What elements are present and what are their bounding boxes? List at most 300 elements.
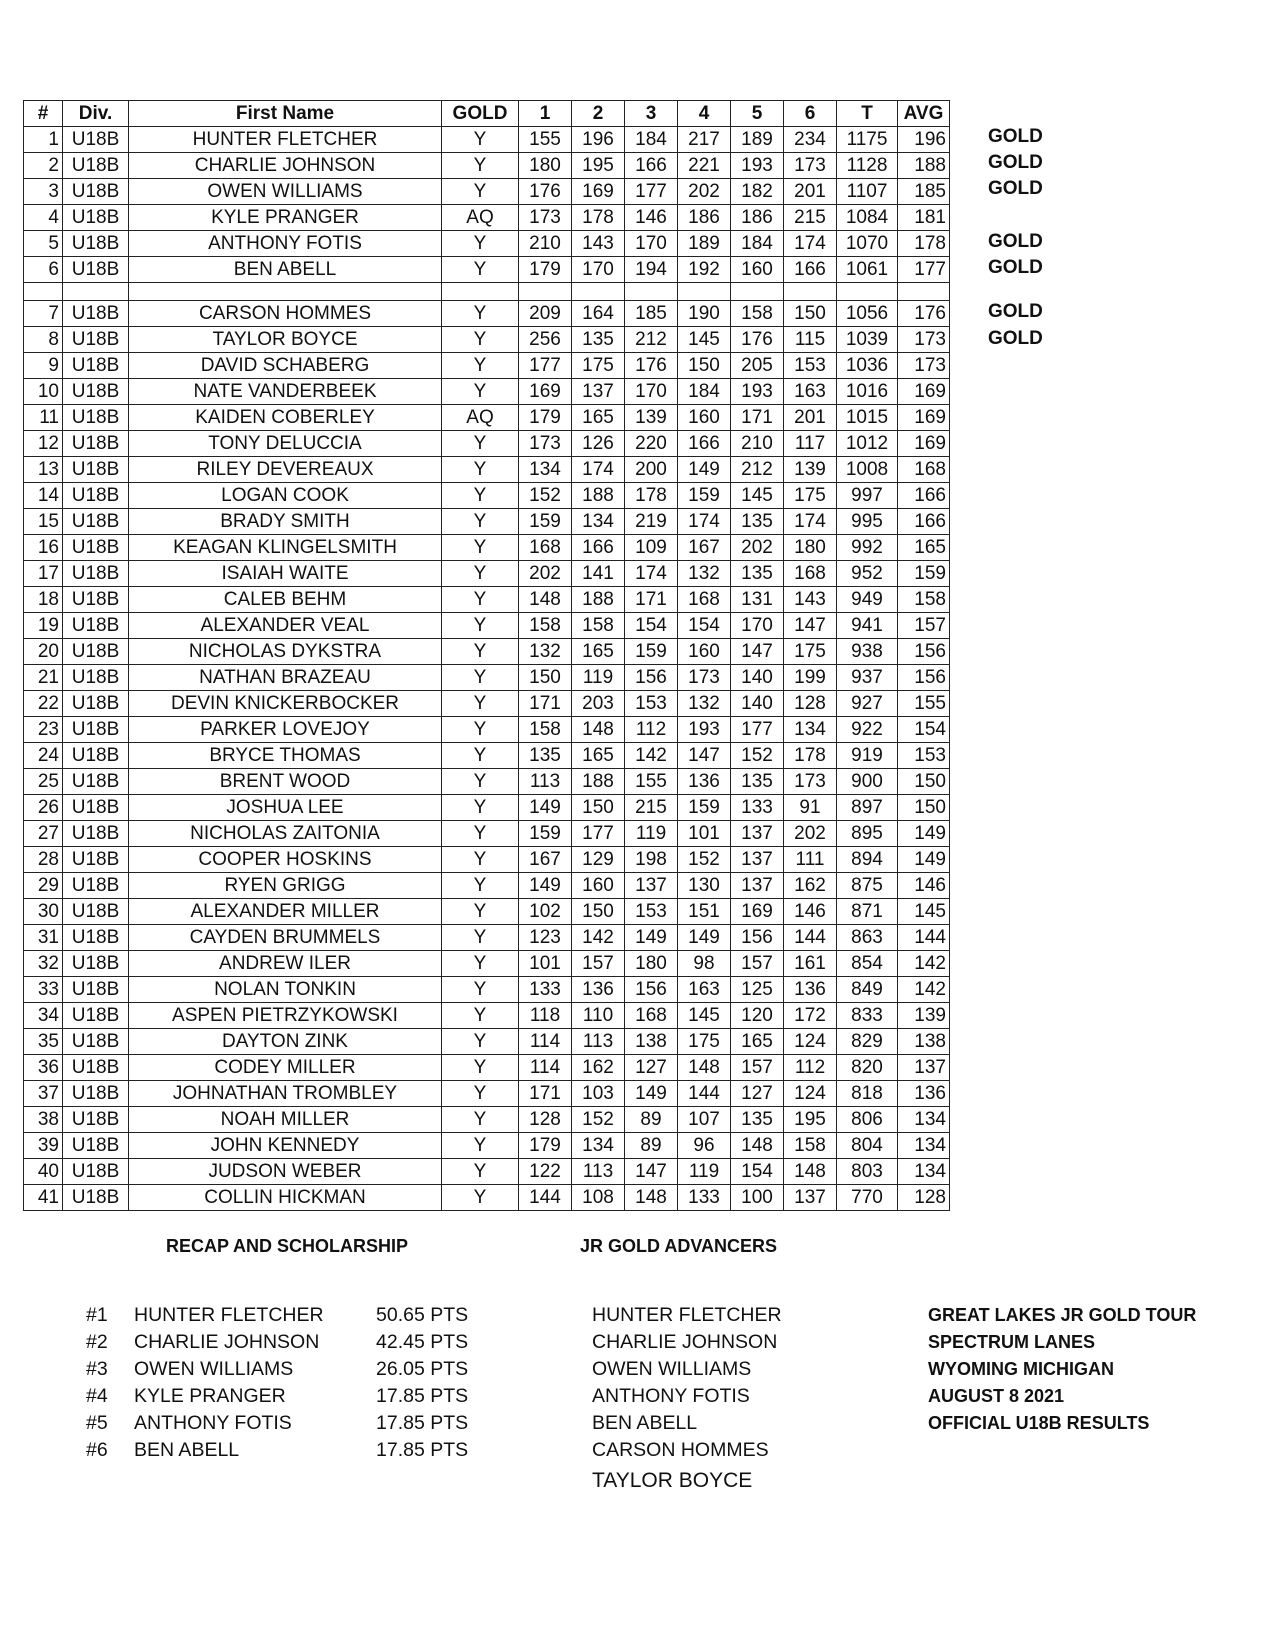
game-cell: 91 — [784, 795, 837, 821]
column-header: 5 — [731, 101, 784, 127]
name-cell: COLLIN HICKMAN — [129, 1185, 442, 1211]
game-cell: 217 — [678, 127, 731, 153]
name-cell: BRENT WOOD — [129, 769, 442, 795]
rank-cell: 23 — [24, 717, 63, 743]
game-cell: 177 — [731, 717, 784, 743]
game-cell: 176 — [731, 327, 784, 353]
name-cell: JOSHUA LEE — [129, 795, 442, 821]
game-cell: 178 — [784, 743, 837, 769]
recap-points: 50.65 PTS — [376, 1304, 469, 1326]
gold-cell: Y — [442, 925, 519, 951]
average-cell: 169 — [898, 379, 950, 405]
game-cell: 192 — [678, 257, 731, 283]
gold-tag: GOLD — [988, 126, 1043, 147]
table-row — [24, 847, 950, 873]
total-cell: 1128 — [837, 153, 898, 179]
recap-points: 17.85 PTS — [376, 1385, 469, 1407]
rank-cell: 33 — [24, 977, 63, 1003]
advancer-name: BEN ABELL — [592, 1412, 698, 1434]
game-cell: 169 — [572, 179, 625, 205]
game-cell: 149 — [519, 795, 572, 821]
average-cell: 144 — [898, 925, 950, 951]
table-row — [24, 743, 950, 769]
name-cell: ALEXANDER MILLER — [129, 899, 442, 925]
rank-cell: 39 — [24, 1133, 63, 1159]
game-cell: 173 — [519, 205, 572, 231]
name-cell: BEN ABELL — [129, 257, 442, 283]
game-cell: 162 — [572, 1055, 625, 1081]
average-cell: 155 — [898, 691, 950, 717]
total-cell: 949 — [837, 587, 898, 613]
advancer-name: TAYLOR BOYCE — [592, 1469, 753, 1492]
total-cell: 804 — [837, 1133, 898, 1159]
total-cell: 871 — [837, 899, 898, 925]
game-cell: 215 — [784, 205, 837, 231]
rank-cell: 11 — [24, 405, 63, 431]
game-cell: 145 — [678, 1003, 731, 1029]
total-cell: 1016 — [837, 379, 898, 405]
gold-cell: Y — [442, 231, 519, 257]
game-cell: 179 — [519, 257, 572, 283]
recap-rank: #2 — [86, 1331, 108, 1353]
game-cell: 202 — [519, 561, 572, 587]
rank-cell: 6 — [24, 257, 63, 283]
game-cell: 173 — [519, 431, 572, 457]
game-cell: 168 — [678, 587, 731, 613]
rank-cell: 28 — [24, 847, 63, 873]
gold-cell: Y — [442, 665, 519, 691]
average-cell: 153 — [898, 743, 950, 769]
rank-cell: 15 — [24, 509, 63, 535]
game-cell: 140 — [731, 665, 784, 691]
game-cell: 148 — [519, 587, 572, 613]
game-cell: 173 — [678, 665, 731, 691]
division-cell: U18B — [63, 257, 129, 283]
rank-cell: 8 — [24, 327, 63, 353]
table-row — [24, 457, 950, 483]
table-row — [24, 821, 950, 847]
name-cell: HUNTER FLETCHER — [129, 127, 442, 153]
game-cell: 148 — [678, 1055, 731, 1081]
game-cell: 138 — [625, 1029, 678, 1055]
gold-cell: Y — [442, 873, 519, 899]
game-cell: 110 — [572, 1003, 625, 1029]
average-cell: 196 — [898, 127, 950, 153]
game-cell: 150 — [519, 665, 572, 691]
total-cell: 818 — [837, 1081, 898, 1107]
game-cell: 119 — [678, 1159, 731, 1185]
game-cell: 201 — [784, 179, 837, 205]
average-cell: 149 — [898, 821, 950, 847]
name-cell: DAVID SCHABERG — [129, 353, 442, 379]
game-cell: 155 — [625, 769, 678, 795]
table-row — [24, 379, 950, 405]
average-cell: 150 — [898, 769, 950, 795]
table-row — [24, 153, 950, 179]
division-cell: U18B — [63, 405, 129, 431]
average-cell: 156 — [898, 665, 950, 691]
rank-cell: 32 — [24, 951, 63, 977]
total-cell: 938 — [837, 639, 898, 665]
game-cell: 149 — [678, 925, 731, 951]
total-cell: 927 — [837, 691, 898, 717]
gold-cell: Y — [442, 795, 519, 821]
name-cell: KYLE PRANGER — [129, 205, 442, 231]
game-cell: 114 — [519, 1029, 572, 1055]
rank-cell: 29 — [24, 873, 63, 899]
game-cell: 96 — [678, 1133, 731, 1159]
rank-cell: 30 — [24, 899, 63, 925]
total-cell: 1175 — [837, 127, 898, 153]
game-cell: 111 — [784, 847, 837, 873]
table-row — [24, 1159, 950, 1185]
game-cell: 154 — [731, 1159, 784, 1185]
average-cell: 139 — [898, 1003, 950, 1029]
game-cell: 114 — [519, 1055, 572, 1081]
division-cell: U18B — [63, 639, 129, 665]
game-cell: 142 — [572, 925, 625, 951]
game-cell: 195 — [784, 1107, 837, 1133]
game-cell: 174 — [784, 231, 837, 257]
rank-cell: 41 — [24, 1185, 63, 1211]
column-header: GOLD — [442, 101, 519, 127]
gold-cell: Y — [442, 179, 519, 205]
total-cell: 854 — [837, 951, 898, 977]
division-cell: U18B — [63, 483, 129, 509]
empty-cell — [837, 283, 898, 301]
recap-points: 17.85 PTS — [376, 1439, 469, 1461]
total-cell: 897 — [837, 795, 898, 821]
recap-rank: #5 — [86, 1412, 108, 1434]
table-row — [24, 951, 950, 977]
total-cell: 900 — [837, 769, 898, 795]
game-cell: 171 — [625, 587, 678, 613]
game-cell: 134 — [572, 1133, 625, 1159]
empty-cell — [24, 283, 63, 301]
total-cell: 992 — [837, 535, 898, 561]
table-row — [24, 1003, 950, 1029]
game-cell: 174 — [678, 509, 731, 535]
division-cell: U18B — [63, 899, 129, 925]
game-cell: 112 — [625, 717, 678, 743]
game-cell: 210 — [731, 431, 784, 457]
recap-points: 42.45 PTS — [376, 1331, 469, 1353]
column-header: 1 — [519, 101, 572, 127]
name-cell: CODEY MILLER — [129, 1055, 442, 1081]
game-cell: 178 — [625, 483, 678, 509]
game-cell: 156 — [625, 977, 678, 1003]
division-cell: U18B — [63, 379, 129, 405]
game-cell: 152 — [572, 1107, 625, 1133]
game-cell: 159 — [678, 483, 731, 509]
division-cell: U18B — [63, 1133, 129, 1159]
division-cell: U18B — [63, 977, 129, 1003]
gold-cell: Y — [442, 301, 519, 327]
game-cell: 135 — [731, 509, 784, 535]
rank-cell: 2 — [24, 153, 63, 179]
table-row — [24, 1029, 950, 1055]
game-cell: 148 — [572, 717, 625, 743]
game-cell: 109 — [625, 535, 678, 561]
game-cell: 167 — [519, 847, 572, 873]
game-cell: 170 — [625, 231, 678, 257]
game-cell: 180 — [784, 535, 837, 561]
game-cell: 157 — [731, 951, 784, 977]
name-cell: CALEB BEHM — [129, 587, 442, 613]
game-cell: 165 — [572, 639, 625, 665]
game-cell: 193 — [731, 379, 784, 405]
game-cell: 137 — [731, 873, 784, 899]
game-cell: 117 — [784, 431, 837, 457]
game-cell: 130 — [678, 873, 731, 899]
game-cell: 212 — [625, 327, 678, 353]
recap-points: 17.85 PTS — [376, 1412, 469, 1434]
name-cell: NOLAN TONKIN — [129, 977, 442, 1003]
gold-cell: Y — [442, 327, 519, 353]
game-cell: 135 — [731, 769, 784, 795]
average-cell: 169 — [898, 405, 950, 431]
game-cell: 133 — [519, 977, 572, 1003]
table-row — [24, 231, 950, 257]
game-cell: 127 — [731, 1081, 784, 1107]
game-cell: 150 — [572, 795, 625, 821]
game-cell: 152 — [731, 743, 784, 769]
name-cell: COOPER HOSKINS — [129, 847, 442, 873]
game-cell: 195 — [572, 153, 625, 179]
game-cell: 161 — [784, 951, 837, 977]
rank-cell: 1 — [24, 127, 63, 153]
table-row — [24, 977, 950, 1003]
game-cell: 135 — [731, 1107, 784, 1133]
division-cell: U18B — [63, 743, 129, 769]
game-cell: 186 — [678, 205, 731, 231]
game-cell: 173 — [784, 153, 837, 179]
average-cell: 142 — [898, 951, 950, 977]
game-cell: 154 — [625, 613, 678, 639]
division-cell: U18B — [63, 1029, 129, 1055]
average-cell: 146 — [898, 873, 950, 899]
average-cell: 188 — [898, 153, 950, 179]
game-cell: 143 — [784, 587, 837, 613]
gold-cell: Y — [442, 353, 519, 379]
game-cell: 159 — [519, 509, 572, 535]
game-cell: 146 — [625, 205, 678, 231]
average-cell: 165 — [898, 535, 950, 561]
name-cell: NATHAN BRAZEAU — [129, 665, 442, 691]
game-cell: 132 — [519, 639, 572, 665]
average-cell: 173 — [898, 327, 950, 353]
average-cell: 169 — [898, 431, 950, 457]
game-cell: 168 — [784, 561, 837, 587]
game-cell: 202 — [678, 179, 731, 205]
name-cell: RYEN GRIGG — [129, 873, 442, 899]
rank-cell: 9 — [24, 353, 63, 379]
division-cell: U18B — [63, 847, 129, 873]
game-cell: 98 — [678, 951, 731, 977]
table-row — [24, 795, 950, 821]
division-cell: U18B — [63, 153, 129, 179]
table-row — [24, 899, 950, 925]
average-cell: 145 — [898, 899, 950, 925]
advancer-name: ANTHONY FOTIS — [592, 1385, 750, 1407]
game-cell: 147 — [731, 639, 784, 665]
advancer-name: CARSON HOMMES — [592, 1439, 769, 1461]
game-cell: 184 — [625, 127, 678, 153]
game-cell: 142 — [625, 743, 678, 769]
division-cell: U18B — [63, 431, 129, 457]
game-cell: 113 — [519, 769, 572, 795]
empty-cell — [519, 283, 572, 301]
total-cell: 995 — [837, 509, 898, 535]
game-cell: 212 — [731, 457, 784, 483]
advancers-list — [592, 1304, 782, 1496]
average-cell: 134 — [898, 1159, 950, 1185]
game-cell: 89 — [625, 1107, 678, 1133]
division-cell: U18B — [63, 457, 129, 483]
recap-name: HUNTER FLETCHER — [134, 1304, 324, 1326]
game-cell: 160 — [731, 257, 784, 283]
rank-cell: 16 — [24, 535, 63, 561]
game-cell: 185 — [625, 301, 678, 327]
game-cell: 137 — [731, 847, 784, 873]
game-cell: 101 — [519, 951, 572, 977]
blank-separator-row — [24, 283, 950, 301]
game-cell: 148 — [784, 1159, 837, 1185]
total-cell: 829 — [837, 1029, 898, 1055]
name-cell: TAYLOR BOYCE — [129, 327, 442, 353]
game-cell: 100 — [731, 1185, 784, 1211]
game-cell: 186 — [731, 205, 784, 231]
game-cell: 170 — [731, 613, 784, 639]
game-cell: 200 — [625, 457, 678, 483]
game-cell: 102 — [519, 899, 572, 925]
game-cell: 180 — [519, 153, 572, 179]
game-cell: 139 — [625, 405, 678, 431]
game-cell: 156 — [625, 665, 678, 691]
division-cell: U18B — [63, 925, 129, 951]
game-cell: 177 — [519, 353, 572, 379]
average-cell: 176 — [898, 301, 950, 327]
name-cell: TONY DELUCCIA — [129, 431, 442, 457]
game-cell: 168 — [625, 1003, 678, 1029]
table-row — [24, 353, 950, 379]
game-cell: 156 — [731, 925, 784, 951]
game-cell: 149 — [625, 925, 678, 951]
empty-cell — [731, 283, 784, 301]
game-cell: 177 — [625, 179, 678, 205]
gold-cell: Y — [442, 457, 519, 483]
game-cell: 119 — [572, 665, 625, 691]
total-cell: 1070 — [837, 231, 898, 257]
game-cell: 103 — [572, 1081, 625, 1107]
table-row — [24, 691, 950, 717]
game-cell: 125 — [731, 977, 784, 1003]
advancer-name: HUNTER FLETCHER — [592, 1304, 782, 1326]
event-info — [928, 1305, 1196, 1440]
gold-cell: Y — [442, 821, 519, 847]
rank-cell: 21 — [24, 665, 63, 691]
game-cell: 175 — [678, 1029, 731, 1055]
table-row — [24, 431, 950, 457]
name-cell: PARKER LOVEJOY — [129, 717, 442, 743]
advancer-name: CHARLIE JOHNSON — [592, 1331, 778, 1353]
gold-cell: Y — [442, 1107, 519, 1133]
total-cell: 922 — [837, 717, 898, 743]
game-cell: 177 — [572, 821, 625, 847]
gold-cell: Y — [442, 743, 519, 769]
gold-cell: Y — [442, 535, 519, 561]
game-cell: 234 — [784, 127, 837, 153]
rank-cell: 14 — [24, 483, 63, 509]
game-cell: 126 — [572, 431, 625, 457]
rank-cell: 7 — [24, 301, 63, 327]
game-cell: 171 — [519, 1081, 572, 1107]
division-cell: U18B — [63, 665, 129, 691]
total-cell: 1039 — [837, 327, 898, 353]
rank-cell: 37 — [24, 1081, 63, 1107]
gold-tag: GOLD — [988, 178, 1043, 200]
advancer-name: OWEN WILLIAMS — [592, 1358, 752, 1380]
gold-cell: Y — [442, 1029, 519, 1055]
table-row — [24, 1133, 950, 1159]
game-cell: 203 — [572, 691, 625, 717]
division-cell: U18B — [63, 873, 129, 899]
average-cell: 158 — [898, 587, 950, 613]
game-cell: 166 — [625, 153, 678, 179]
name-cell: NOAH MILLER — [129, 1107, 442, 1133]
division-cell: U18B — [63, 1159, 129, 1185]
division-cell: U18B — [63, 179, 129, 205]
name-cell: ISAIAH WAITE — [129, 561, 442, 587]
game-cell: 146 — [784, 899, 837, 925]
game-cell: 220 — [625, 431, 678, 457]
game-cell: 199 — [784, 665, 837, 691]
rank-cell: 10 — [24, 379, 63, 405]
game-cell: 141 — [572, 561, 625, 587]
gold-cell: Y — [442, 639, 519, 665]
game-cell: 89 — [625, 1133, 678, 1159]
game-cell: 157 — [731, 1055, 784, 1081]
game-cell: 164 — [572, 301, 625, 327]
total-cell: 820 — [837, 1055, 898, 1081]
total-cell: 1084 — [837, 205, 898, 231]
advancers-title: JR GOLD ADVANCERS — [580, 1236, 778, 1256]
game-cell: 159 — [678, 795, 731, 821]
gold-tag: GOLD — [988, 152, 1043, 174]
gold-cell: Y — [442, 587, 519, 613]
gold-cell: AQ — [442, 205, 519, 231]
gold-cell: Y — [442, 691, 519, 717]
average-cell: 178 — [898, 231, 950, 257]
rank-cell: 5 — [24, 231, 63, 257]
game-cell: 122 — [519, 1159, 572, 1185]
game-cell: 189 — [731, 127, 784, 153]
average-cell: 142 — [898, 977, 950, 1003]
game-cell: 176 — [625, 353, 678, 379]
division-cell: U18B — [63, 353, 129, 379]
game-cell: 133 — [678, 1185, 731, 1211]
name-cell: CARSON HOMMES — [129, 301, 442, 327]
total-cell: 1056 — [837, 301, 898, 327]
total-cell: 937 — [837, 665, 898, 691]
division-cell: U18B — [63, 301, 129, 327]
division-cell: U18B — [63, 691, 129, 717]
game-cell: 150 — [784, 301, 837, 327]
game-cell: 198 — [625, 847, 678, 873]
recap-name: BEN ABELL — [134, 1439, 240, 1461]
game-cell: 193 — [678, 717, 731, 743]
game-cell: 150 — [678, 353, 731, 379]
